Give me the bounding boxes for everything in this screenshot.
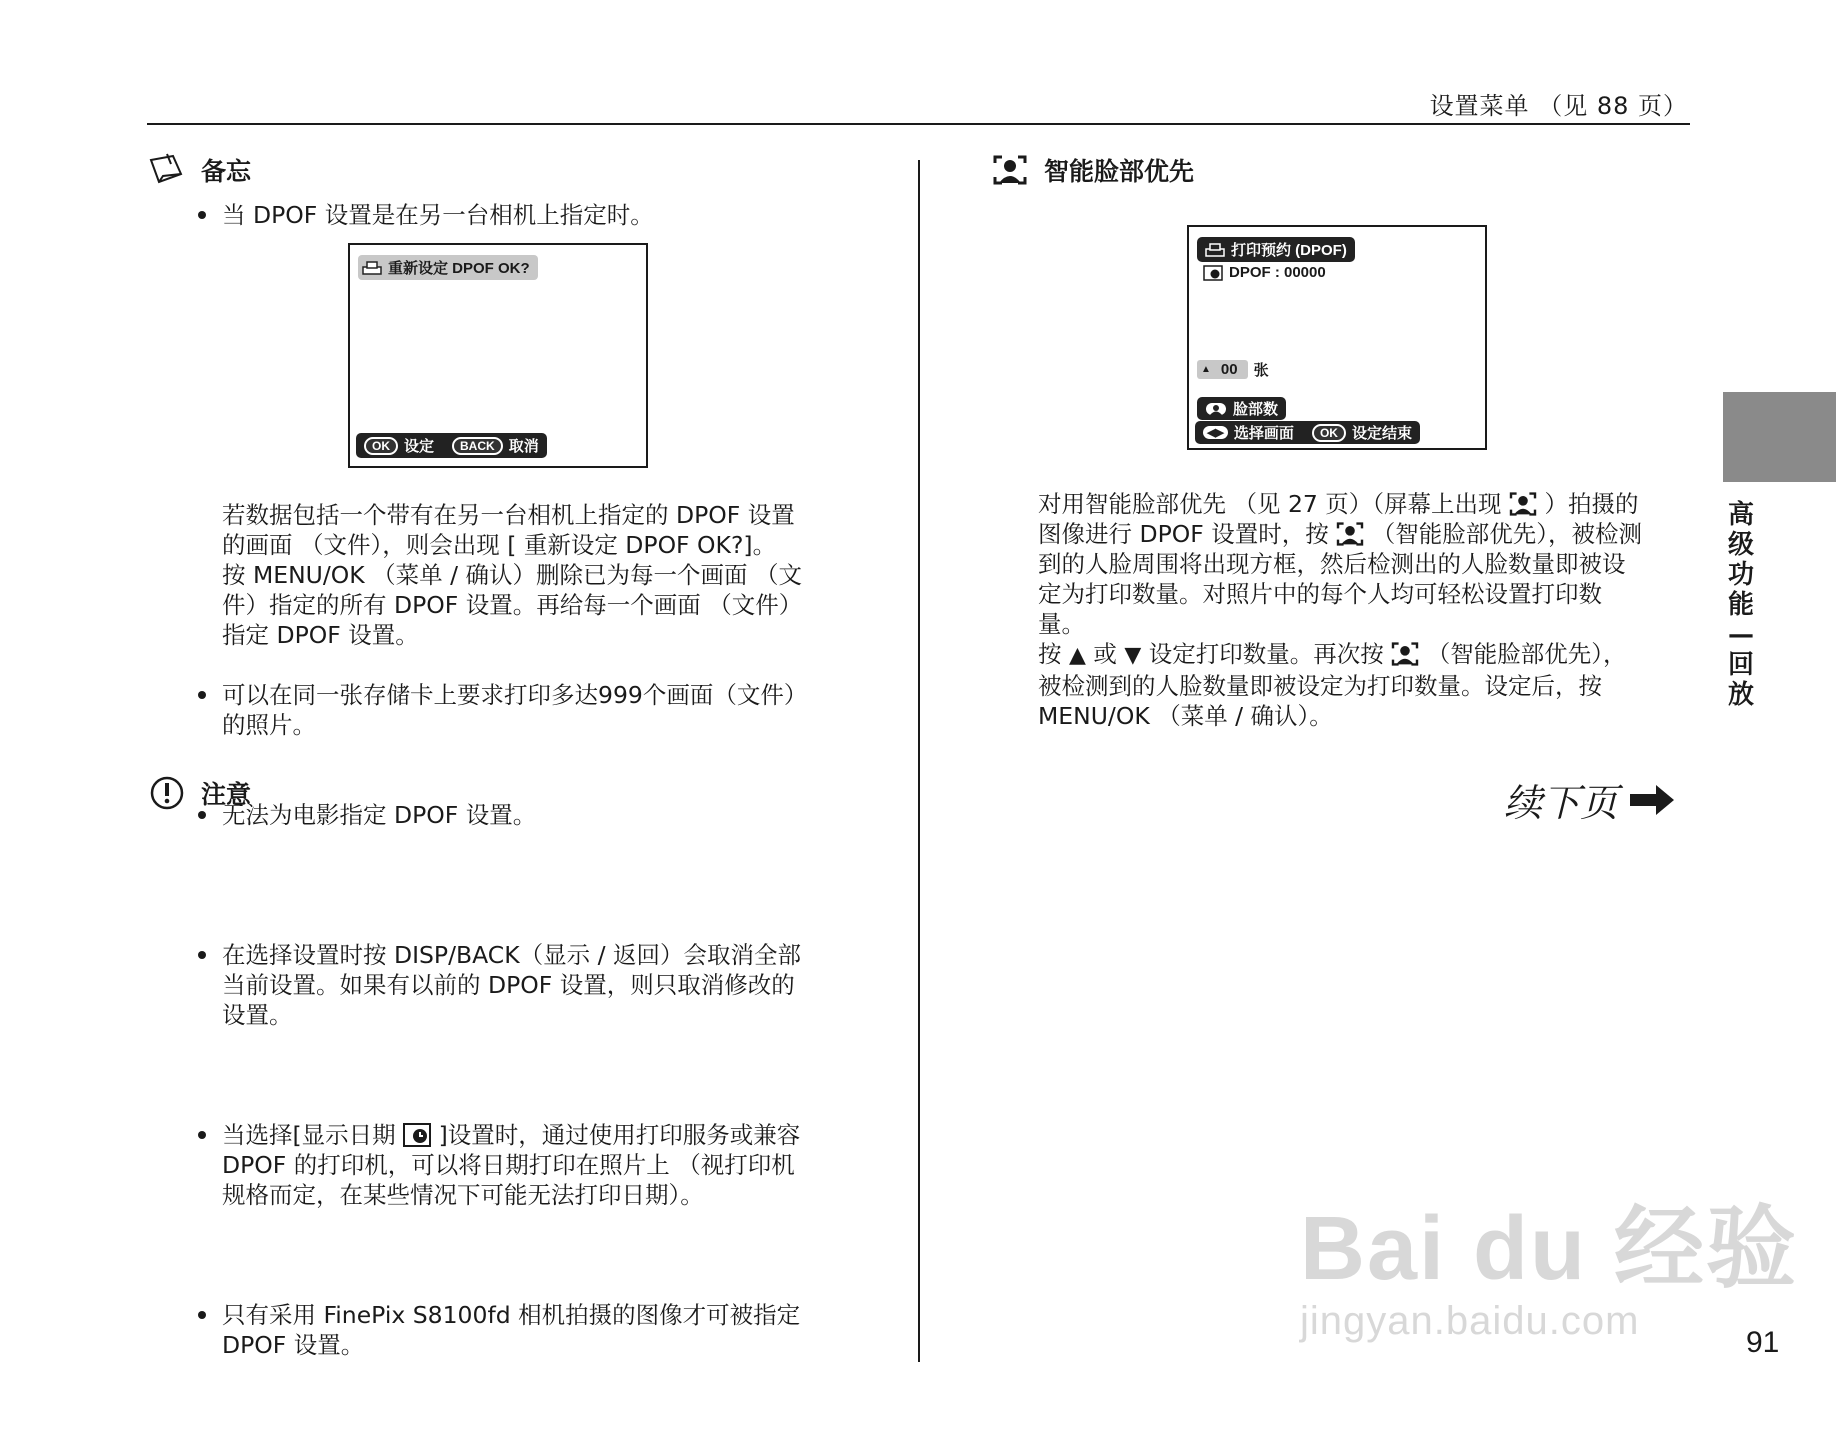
- caution-bullet-1: 在选择设置时按 DISP/BACK（显示 / 返回）会取消全部 当前设置。如果有以前的 DPOF 设置，则只取消修改的 设置。: [196, 940, 882, 1030]
- chapter-tab-label: 高 级 功 能 — 回 放: [1727, 500, 1754, 710]
- watermark-main: Bai du 经验: [1300, 1199, 1799, 1299]
- face-count-button: 脸部数: [1197, 397, 1286, 420]
- left-right-arrow-icon: ◀▶: [1203, 426, 1228, 439]
- memo-bullet-3: 无法为电影指定 DPOF 设置。: [196, 800, 882, 830]
- page-header-title: 设置菜单 （见 88 页）: [1429, 92, 1688, 120]
- watermark-url: jingyan.baidu.com: [1300, 1299, 1640, 1343]
- finish-setting-label: 设定结束: [1351, 425, 1412, 442]
- dpof-title-bar: [1197, 237, 1355, 262]
- face-detection-icon: [988, 150, 1032, 190]
- caution-icon: [145, 773, 189, 813]
- dpof-title: 打印预约 (DPOF): [1231, 242, 1347, 259]
- date-icon: [403, 1123, 431, 1147]
- reset-dpof-screen: [348, 243, 648, 468]
- face-priority-paragraph-2: 按 ▲ 或 ▼ 设定打印数量。再次按 （智能脸部优先）， 被检测到的人脸数量即被设定为打印数量。设定后，按 MENU/OK （菜单 / 确认）。: [1038, 640, 1627, 730]
- ok-pill: OK: [364, 437, 398, 455]
- caution-title: 注意: [201, 780, 252, 809]
- print-count: 00: [1220, 361, 1238, 378]
- arrow-right-icon: [1628, 783, 1676, 817]
- caution-heading: [145, 773, 251, 813]
- dpof-bottom-bar: [1195, 421, 1420, 444]
- continue-next-page: [1504, 772, 1676, 827]
- down-triangle-icon: ▼: [1124, 643, 1142, 668]
- baidu-watermark: [1300, 1175, 1798, 1344]
- date-icon: [1203, 265, 1223, 281]
- dpof-count-line: DPOF : 00000: [1203, 264, 1326, 281]
- back-pill: BACK: [452, 437, 503, 455]
- caution-bullet-2: 当选择[显示日期 ]设置时，通过使用打印服务或兼容 DPOF 的打印机，可以将日期打印在照片上 （视打印机 规格而定，在某些情况下可能无法打印日期）。: [196, 1120, 882, 1210]
- face-priority-paragraph-1: 对用智能脸部优先 （见 27 页）（屏幕上出现 ）拍摄的 图像进行 DPOF 设置时，按 （智能脸部优先），被检测 到的人脸周围将出现方框，然后检测出的人脸数量即被设 定为打印数量。对照片中的每个人均可轻松设置打印数 量。: [1038, 490, 1642, 638]
- memo-title: 备忘: [201, 157, 252, 186]
- print-quantity: [1197, 359, 1269, 380]
- reset-dpof-title-bar: [358, 255, 538, 280]
- up-triangle-icon: ▲: [1068, 643, 1086, 668]
- print-icon: [362, 261, 382, 275]
- ok-pill: OK: [1312, 424, 1346, 442]
- back-label: 取消: [508, 438, 539, 455]
- face-detection-icon: [1509, 492, 1537, 516]
- ok-label: 设定: [404, 438, 435, 455]
- print-icon: [1205, 243, 1225, 257]
- print-count-unit: 张: [1253, 361, 1269, 379]
- reset-dpof-title: 重新设定 DPOF OK?: [388, 260, 530, 277]
- face-detection-icon: [1391, 642, 1419, 666]
- page-number: 91: [1746, 1326, 1780, 1359]
- dpof-print-screen: [1187, 225, 1487, 450]
- face-detection-icon: [1205, 402, 1227, 416]
- memo-bullet-2: 可以在同一张存储卡上要求打印多达999个画面（文件） 的照片。: [196, 680, 882, 740]
- caution-bullet-3: 只有采用 FinePix S8100fd 相机拍摄的图像才可被指定 DPOF 设置。: [196, 1300, 882, 1360]
- memo-heading: [145, 150, 251, 190]
- reset-dpof-bottom-bar: [356, 433, 547, 458]
- memo-bullet-1: 当 DPOF 设置是在另一台相机上指定时。: [196, 200, 882, 230]
- continue-label: 续下页: [1504, 781, 1619, 825]
- memo-paragraph: 若数据包括一个带有在另一台相机上指定的 DPOF 设置 的画面 （文件），则会出现 [ 重新设定 DPOF OK?]。 按 MENU/OK （菜单 / 确认）删除已为每一个画面 （文 件）指定的所有 DPOF 设置。再给每一个画面 （文件） 指定 DPOF 设置。: [222, 501, 803, 649]
- face-priority-heading: [988, 150, 1194, 190]
- face-detection-icon: [1336, 522, 1364, 546]
- column-divider: [918, 160, 920, 1362]
- header-rule: [147, 123, 1690, 125]
- chapter-tab: [1723, 392, 1836, 482]
- face-priority-title: 智能脸部优先: [1044, 157, 1195, 186]
- memo-note-icon: [145, 150, 189, 190]
- select-frame-label: 选择画面: [1233, 425, 1294, 442]
- up-arrow-icon: ▲: [1201, 364, 1211, 375]
